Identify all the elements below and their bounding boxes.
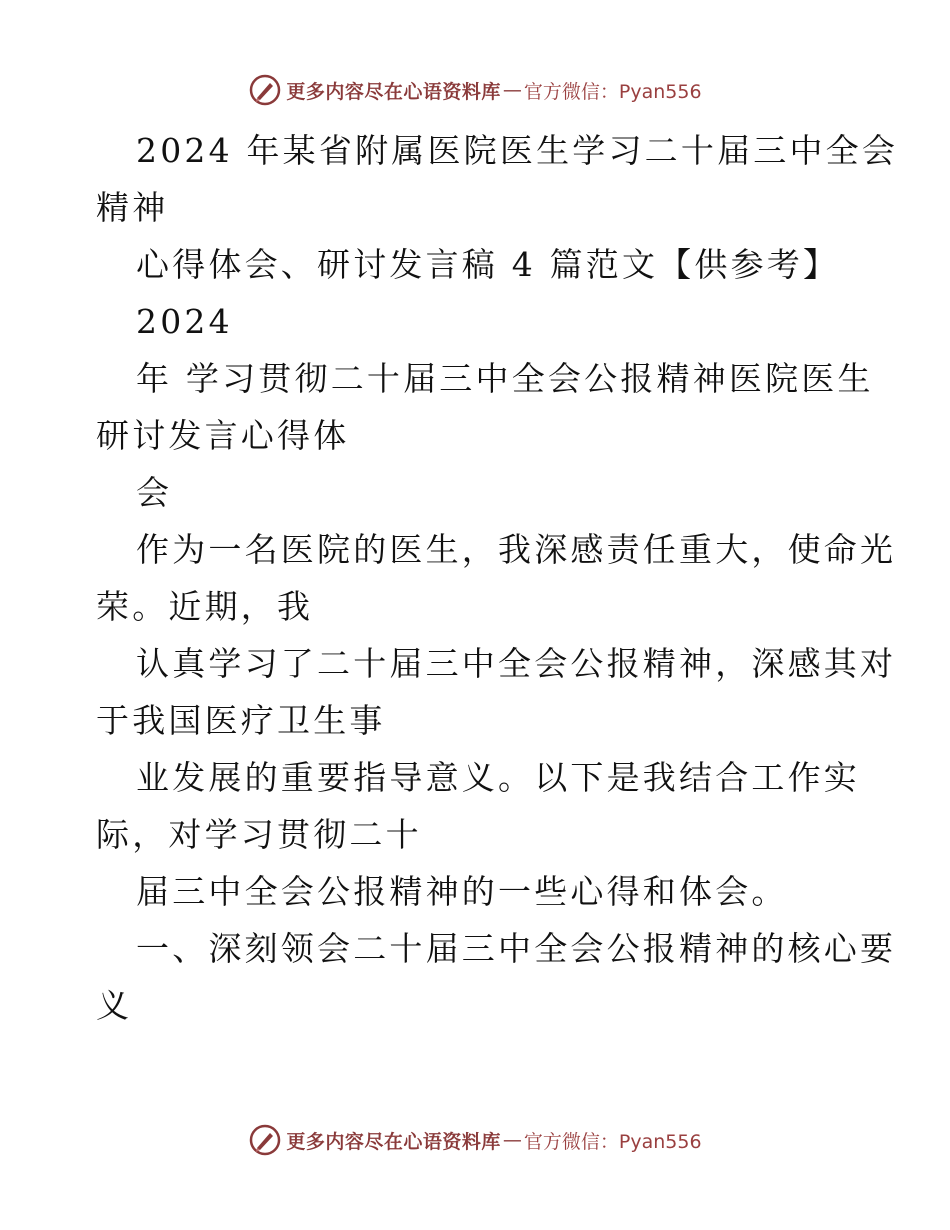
- banner-contact: 官方微信：Pyan556: [523, 80, 702, 103]
- heading-line: 一、深刻领会二十届三中全会公报精神的核心要: [136, 929, 897, 968]
- banner-contact: 官方微信：Pyan556: [523, 1130, 702, 1153]
- document-body: [96, 122, 899, 1034]
- footer-banner: [0, 1120, 950, 1160]
- pen-logo-icon: [248, 1123, 282, 1157]
- paragraph-line: 作为一名医院的医生，我深感责任重大，使命光: [136, 530, 897, 569]
- pen-logo-icon: [248, 73, 282, 107]
- paragraph-line: 届三中全会公报精神的一些心得和体会。: [136, 872, 788, 911]
- paragraph-line: 业发展的重要指导意义。以下是我结合工作实: [136, 758, 860, 797]
- paragraph-line: 际，对学习贯彻二十: [96, 815, 422, 854]
- paragraph-line: 于我国医疗卫生事: [96, 701, 386, 740]
- banner-text: 更多内容尽在心语资料库: [286, 80, 501, 103]
- subtitle-line: 心得体会、研讨发言稿 4 篇范文【供参考】: [136, 245, 840, 284]
- header-banner: [0, 70, 950, 110]
- section-title-line: 年 学习贯彻二十届三中全会公报精神医院医生: [136, 359, 874, 398]
- heading-line: 义: [96, 986, 133, 1025]
- section-title-line: 2024: [136, 302, 233, 341]
- title-line: 2024 年某省附属医院医生学习二十届三中全会: [136, 131, 899, 170]
- section-title-line: 研讨发言心得体: [96, 416, 350, 455]
- section-title-line: 会: [136, 473, 173, 512]
- paragraph-line: 认真学习了二十届三中全会公报精神，深感其对: [136, 644, 897, 683]
- paragraph-line: 荣。近期，我: [96, 587, 314, 626]
- banner-separator: —: [502, 1129, 522, 1151]
- title-line: 精神: [96, 188, 169, 227]
- banner-separator: —: [502, 79, 522, 101]
- banner-text: 更多内容尽在心语资料库: [286, 1130, 501, 1153]
